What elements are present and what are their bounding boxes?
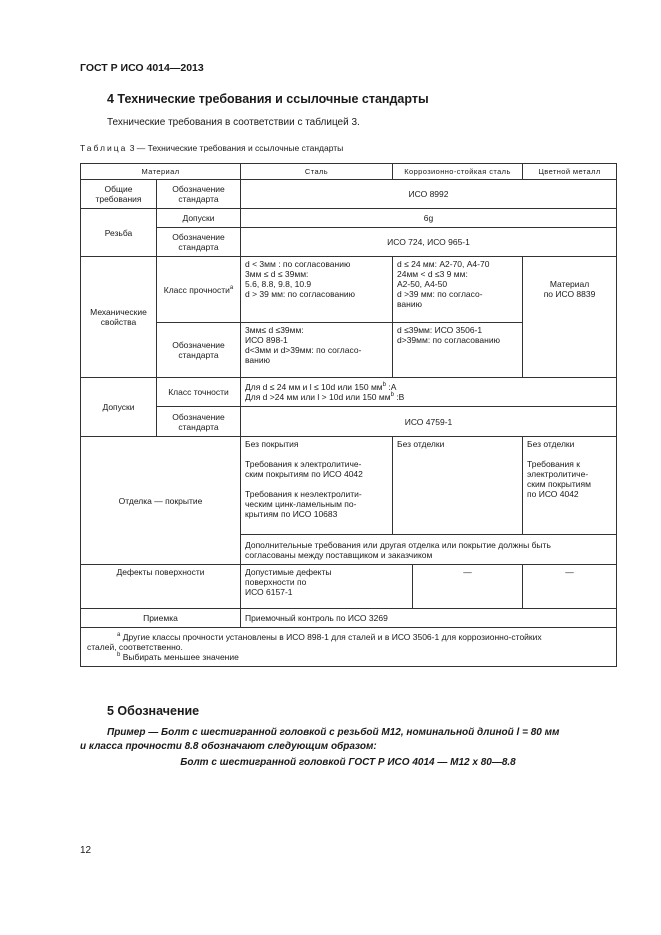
finish-extra-cell bbox=[241, 535, 617, 565]
section-5-title: 5 Обозначение bbox=[107, 704, 200, 718]
nonferrous-finish-line: Без отделки bbox=[527, 439, 575, 449]
steel-surface-line: поверхности по bbox=[245, 577, 307, 587]
footnote-b bbox=[87, 652, 610, 662]
table-row bbox=[81, 437, 617, 535]
tolerances-standard-value: ИСО 4759-1 bbox=[241, 407, 617, 437]
nonferrous-material-cell bbox=[523, 257, 617, 378]
steel-surface-line: Допустимые дефекты bbox=[245, 567, 332, 577]
table-row bbox=[81, 378, 617, 407]
finish-extra-line: Дополнительные требования или другая отделка или покрытие должны быть bbox=[245, 539, 551, 550]
finish-extra-line: согласованы между поставщиком и заказчиком bbox=[245, 549, 433, 560]
strength-class-text: Класс прочности bbox=[163, 284, 230, 295]
surface-defects-label: Дефекты поверхности bbox=[81, 565, 241, 609]
steel-finish-line: Без покрытия bbox=[245, 439, 299, 449]
table-row bbox=[81, 609, 617, 628]
steel-finish-line: крытиям по ИСО 10683 bbox=[245, 509, 338, 519]
header-steel: Сталь bbox=[241, 164, 393, 180]
nonferrous-material-line: Материал bbox=[549, 279, 590, 289]
table-row bbox=[81, 209, 617, 228]
general-standard-label: Обозначение стандарта bbox=[157, 180, 241, 209]
steel-standard-line: 3мм≤ d ≤39мм: bbox=[245, 325, 304, 335]
thread-tolerance-label: Допуски bbox=[157, 209, 241, 228]
nonferrous-finish-line: ским покрытиям bbox=[527, 479, 591, 489]
steel-finish-cell bbox=[241, 437, 393, 535]
footnote-b-text: Выбирать меньшее значение bbox=[120, 652, 239, 662]
table-row bbox=[81, 228, 617, 257]
footnote-a-mark: a bbox=[117, 632, 121, 639]
table-caption bbox=[80, 143, 343, 153]
stainless-strength-line: А2-50, А4-50 bbox=[397, 279, 448, 289]
header-material: Материал bbox=[81, 164, 241, 180]
table-header-row bbox=[81, 164, 617, 180]
accuracy-line-a-grade: :A bbox=[385, 382, 397, 392]
stainless-surface-cell: — bbox=[413, 565, 523, 609]
accuracy-class-value bbox=[241, 378, 617, 407]
section-4-title: 4 Технические требования и ссылочные стандарты bbox=[107, 92, 429, 106]
page-number: 12 bbox=[80, 845, 92, 856]
footnote-a-continued: сталей, соответственно. bbox=[87, 642, 183, 652]
stainless-strength-line: d ≤ 24 мм: А2-70, А4-70 bbox=[397, 259, 490, 269]
steel-finish-line: ческим цинк-ламельным по- bbox=[245, 499, 357, 509]
example-line-3: Болт с шестигранной головкой ГОСТ Р ИСО 4014 — М12 х 80—8.8 bbox=[180, 757, 516, 768]
footnote-b-ref: b bbox=[390, 392, 394, 399]
stainless-finish-cell: Без отделки bbox=[393, 437, 523, 535]
strength-class-label bbox=[157, 257, 241, 323]
table-footnotes-row bbox=[81, 628, 617, 667]
stainless-strength-line: 24мм < d ≤3 9 мм: bbox=[397, 269, 468, 279]
footnote-b-mark: b bbox=[117, 652, 121, 659]
steel-surface-cell bbox=[241, 565, 413, 609]
stainless-standard-line: d ≤39мм: ИСО 3506-1 bbox=[397, 325, 483, 335]
acceptance-value: Приемочный контроль по ИСО 3269 bbox=[241, 609, 617, 628]
nonferrous-surface-cell: — bbox=[523, 565, 617, 609]
example-line-2: и класса прочности 8.8 обозначают следующим образом: bbox=[80, 741, 377, 752]
steel-standard-cell bbox=[241, 323, 393, 378]
steel-standard-line: d<3мм и d>39мм: по согласо- bbox=[245, 345, 362, 355]
steel-strength-line: 5.6, 8.8, 9.8, 10.9 bbox=[245, 279, 312, 289]
header-nonferrous: Цветной металл bbox=[523, 164, 617, 180]
table-row bbox=[81, 257, 617, 323]
stainless-strength-cell bbox=[393, 257, 523, 323]
stainless-standard-line: d>39мм: по согласованию bbox=[397, 335, 500, 345]
table-caption-prefix: Таблица bbox=[80, 143, 128, 153]
thread-label: Резьба bbox=[81, 209, 157, 257]
stainless-strength-line: d >39 мм: по согласо- bbox=[397, 289, 483, 299]
mechanical-label: Механические свойства bbox=[81, 257, 157, 378]
general-standard-value: ИСО 8992 bbox=[241, 180, 617, 209]
accuracy-line-a-text: Для d ≤ 24 мм и l ≤ 10d или 150 мм bbox=[245, 382, 383, 392]
requirements-table bbox=[80, 163, 617, 667]
steel-strength-line: d > 39 мм: по согласованию bbox=[245, 289, 356, 299]
footnote-a-text: Другие классы прочности установлены в ИСО 898-1 для сталей и в ИСО 3506-1 для коррозионно-стойких bbox=[120, 632, 542, 642]
stainless-standard-cell bbox=[393, 323, 523, 378]
steel-standard-line: ванию bbox=[245, 355, 270, 365]
tolerances-label: Допуски bbox=[81, 378, 157, 437]
nonferrous-finish-line: по ИСО 4042 bbox=[527, 489, 579, 499]
nonferrous-finish-cell bbox=[523, 437, 617, 535]
thread-tolerance-value: 6g bbox=[241, 209, 617, 228]
steel-strength-cell bbox=[241, 257, 393, 323]
footnote-a-ref: a bbox=[229, 284, 234, 291]
stainless-strength-line: ванию bbox=[397, 299, 422, 309]
example-line-1: Пример — Болт с шестигранной головкой с резьбой М12, номинальной длиной l = 80 мм bbox=[107, 727, 560, 738]
table-caption-text: 3 — Технические требования и ссылочные стандарты bbox=[127, 143, 344, 153]
finish-label: Отделка — покрытие bbox=[81, 437, 241, 565]
table-row bbox=[81, 565, 617, 609]
steel-surface-line: ИСО 6157-1 bbox=[245, 587, 293, 597]
document-id: ГОСТ Р ИСО 4014—2013 bbox=[80, 62, 204, 74]
accuracy-line-b-grade: :B bbox=[393, 392, 405, 402]
thread-standard-label: Обозначение стандарта bbox=[157, 228, 241, 257]
footnote-b-ref: b bbox=[382, 382, 386, 389]
accuracy-line-b-text: Для d >24 мм или l > 10d или 150 мм bbox=[245, 392, 391, 402]
section-4-intro: Технические требования в соответствии с таблицей 3. bbox=[107, 117, 360, 128]
accuracy-class-label: Класс точности bbox=[157, 378, 241, 407]
table-row bbox=[81, 180, 617, 209]
mechanical-standard-label: Обозначение стандарта bbox=[157, 323, 241, 378]
steel-finish-line: Требования к неэлектролити- bbox=[245, 489, 362, 499]
designation-example bbox=[80, 726, 616, 770]
steel-strength-line: d < 3мм : по согласованию bbox=[245, 259, 351, 269]
table-footnotes bbox=[81, 628, 617, 667]
steel-strength-line: 3мм ≤ d ≤ 39мм: bbox=[245, 269, 309, 279]
steel-standard-line: ИСО 898-1 bbox=[245, 335, 288, 345]
nonferrous-material-line: по ИСО 8839 bbox=[543, 289, 596, 299]
footnote-a bbox=[87, 632, 610, 642]
acceptance-label: Приемка bbox=[81, 609, 241, 628]
accuracy-line-a bbox=[245, 382, 612, 392]
tolerances-standard-label: Обозначение стандарта bbox=[157, 407, 241, 437]
general-requirements-label: Общие требования bbox=[81, 180, 157, 209]
steel-finish-line: Требования к электролитиче- bbox=[245, 459, 362, 469]
thread-standard-value: ИСО 724, ИСО 965-1 bbox=[241, 228, 617, 257]
steel-finish-line: ским покрытиям по ИСО 4042 bbox=[245, 469, 363, 479]
table-row bbox=[81, 407, 617, 437]
nonferrous-finish-line: электролитиче- bbox=[527, 469, 589, 479]
nonferrous-finish-line: Требования к bbox=[527, 459, 580, 469]
accuracy-line-b bbox=[245, 392, 612, 402]
header-stainless: Коррозионно-стойкая сталь bbox=[393, 164, 523, 180]
